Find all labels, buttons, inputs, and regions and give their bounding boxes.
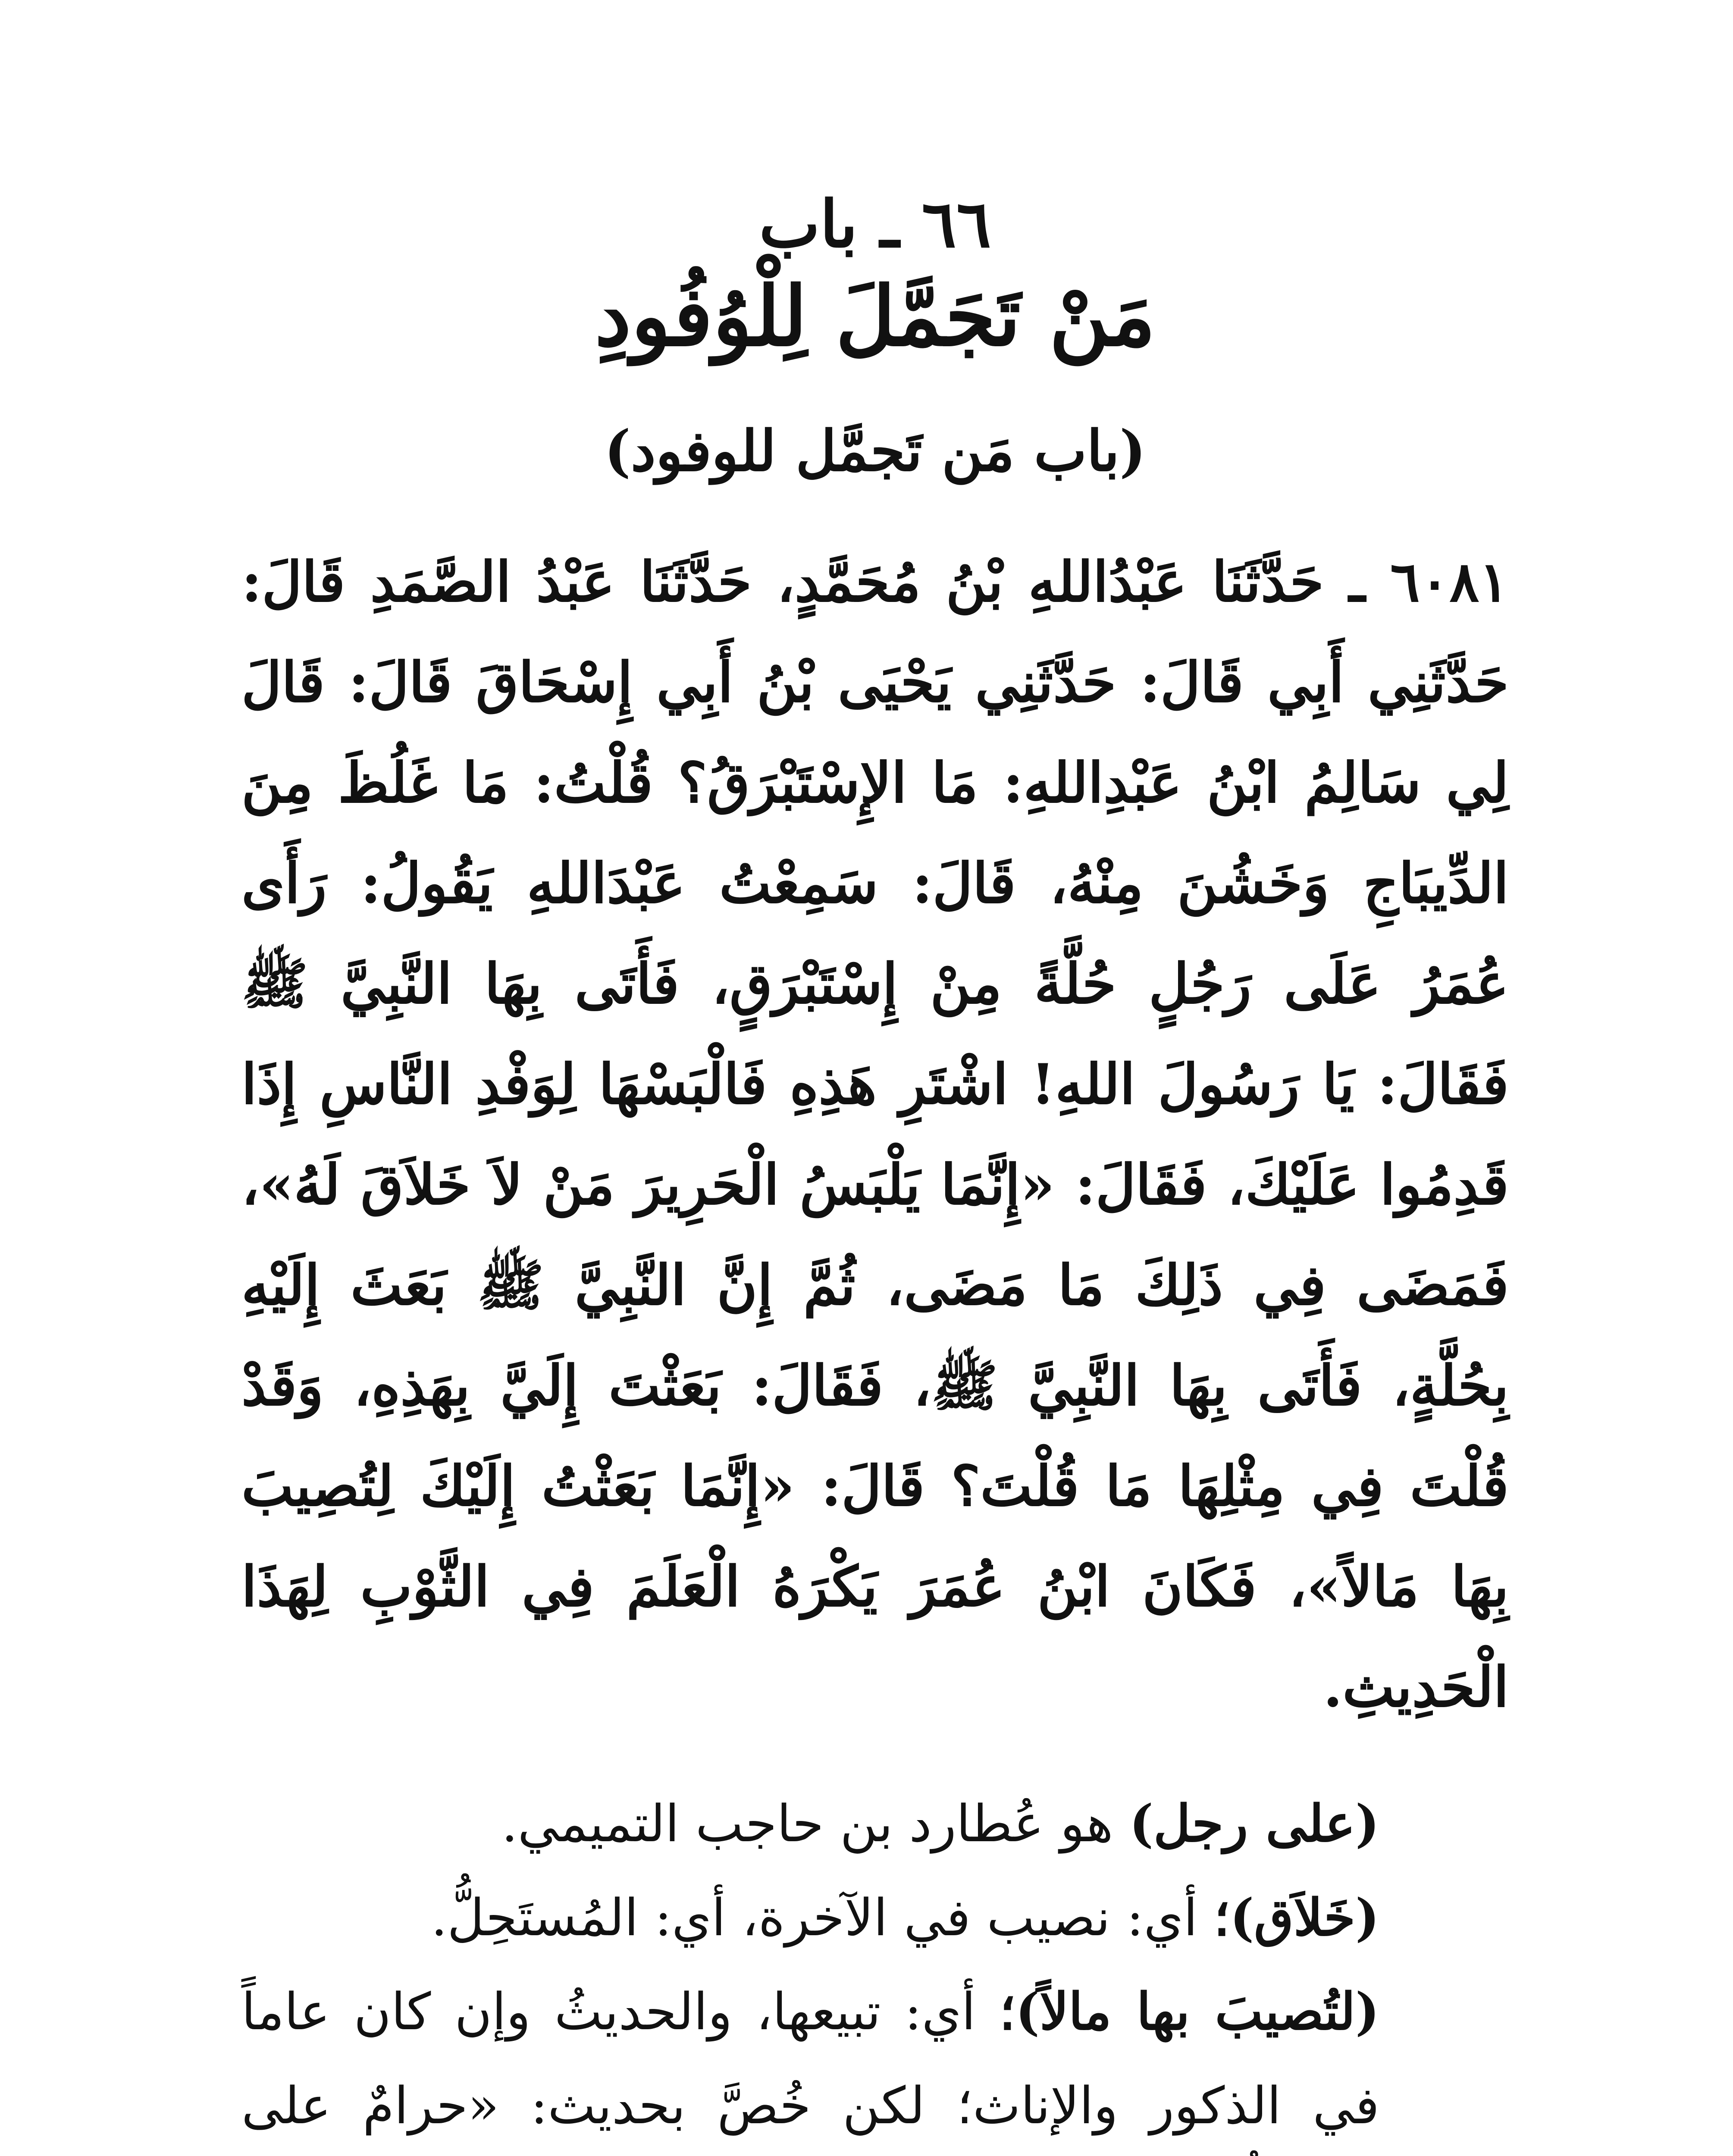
commentary-notes [241, 1777, 1509, 2156]
hadith-text: ٦٠٨١ ـ حَدَّثَنَا عَبْدُاللهِ بْنُ مُحَمَّدٍ، حَدَّثَنَا عَبْدُ الصَّمَدِ قَالَ: حَدَّثَنِي أَبِي قَالَ: حَدَّثَنِي يَحْيَى بْنُ أَبِي إِسْحَاقَ قَالَ: قَالَ لِي سَالِمُ ابْنُ عَبْدِاللهِ: مَا الإِسْتَبْرَقُ؟ قُلْتُ: مَا غَلُظَ مِنَ الدِّيبَاجِ وَخَشُنَ مِنْهُ، قَالَ: سَمِعْتُ عَبْدَاللهِ يَقُولُ: رَأَى عُمَرُ عَلَى رَجُلٍ حُلَّةً مِنْ إِسْتَبْرَقٍ، فَأَتَى بِهَا النَّبِيَّ ﷺ فَقَالَ: يَا رَسُولَ اللهِ! اشْتَرِ هَذِهِ فَالْبَسْهَا لِوَفْدِ النَّاسِ إِذَا قَدِمُوا عَلَيْكَ، فَقَالَ: «إِنَّمَا يَلْبَسُ الْحَرِيرَ مَنْ لاَ خَلاَقَ لَهُ»، فَمَضَى فِي ذَلِكَ مَا مَضَى، ثُمَّ إِنَّ النَّبِيَّ ﷺ بَعَثَ إِلَيْهِ بِحُلَّةٍ، فَأَتَى بِهَا النَّبِيَّ ﷺ، فَقَالَ: بَعَثْتَ إِلَيَّ بِهَذِهِ، وَقَدْ قُلْتَ فِي مِثْلِهَا مَا قُلْتَ؟ قَالَ: «إِنَّمَا بَعَثْتُ إِلَيْكَ لِتُصِيبَ بِهَا مَالاً»، فَكَانَ ابْنُ عُمَرَ يَكْرَهُ الْعَلَمَ فِي الثَّوْبِ لِهَذَا الْحَدِيثِ. [241, 550, 1509, 1720]
note-term: (خَلاَق)؛ [1213, 1887, 1379, 1947]
note-item [241, 1777, 1509, 1871]
note-term: (لتُصيبَ بها مالاً)؛ [999, 1981, 1379, 2041]
note-item [241, 1871, 1509, 1965]
note-term: (على رجل) [1129, 1793, 1379, 1853]
chapter-title: مَنْ تَجَمَّلَ لِلْوُفُودِ [595, 268, 1156, 364]
note-text: أي: تبيعها، والحديثُ وإن كان عاماً في الذكور والإناث؛ لكن خُصَّ بحديث: «حرامٌ على [241, 1982, 1379, 2135]
note-text: أي: نصيب في الآخرة، أي: المُستَحِلُّ. [431, 1888, 1214, 1947]
chapter-number: ٦٦ ـ باب [759, 186, 991, 262]
note-item [241, 1965, 1509, 2156]
commentary-heading: (باب مَن تَجمَّل للوفود) [604, 418, 1146, 484]
note-text: هو عُطارد بن حاجب التميمي. [501, 1794, 1130, 1853]
